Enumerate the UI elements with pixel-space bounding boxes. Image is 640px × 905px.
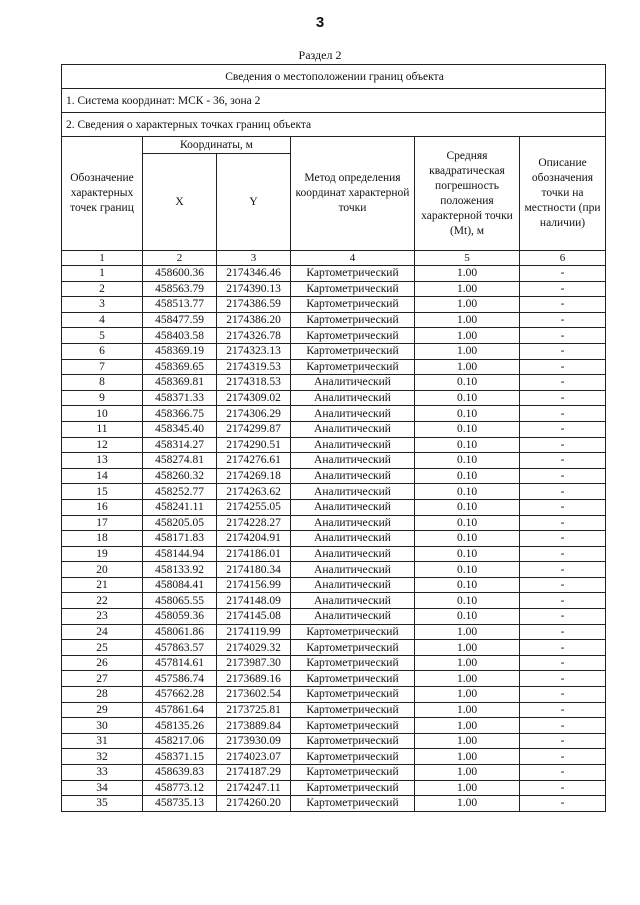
- point-number-cell: 3: [62, 297, 143, 313]
- y-coordinate-cell: 2174306.29: [217, 406, 291, 422]
- description-cell: -: [520, 468, 606, 484]
- x-coordinate-cell: 458144.94: [143, 546, 217, 562]
- error-cell: 0.10: [415, 562, 520, 578]
- description-cell: -: [520, 343, 606, 359]
- boundary-points-table: [61, 64, 606, 812]
- table-row: [62, 328, 606, 344]
- table-body: [62, 266, 606, 812]
- description-cell: -: [520, 796, 606, 812]
- point-number-cell: 2: [62, 281, 143, 297]
- table-row: [62, 593, 606, 609]
- error-cell: 1.00: [415, 624, 520, 640]
- x-coordinate-cell: 458084.41: [143, 577, 217, 593]
- method-cell: Аналитический: [291, 593, 415, 609]
- method-cell: Картометрический: [291, 655, 415, 671]
- description-cell: -: [520, 765, 606, 781]
- method-cell: Аналитический: [291, 531, 415, 547]
- method-cell: Картометрический: [291, 733, 415, 749]
- x-coordinate-cell: 458314.27: [143, 437, 217, 453]
- x-coordinate-cell: 458369.81: [143, 375, 217, 391]
- x-coordinate-cell: 458369.65: [143, 359, 217, 375]
- table-row: [62, 749, 606, 765]
- description-cell: -: [520, 281, 606, 297]
- y-coordinate-cell: 2173725.81: [217, 702, 291, 718]
- error-cell: 0.10: [415, 406, 520, 422]
- point-number-cell: 26: [62, 655, 143, 671]
- table-row: [62, 437, 606, 453]
- y-coordinate-cell: 2174023.07: [217, 749, 291, 765]
- x-coordinate-cell: 458735.13: [143, 796, 217, 812]
- y-coordinate-cell: 2174269.18: [217, 468, 291, 484]
- method-cell: Картометрический: [291, 702, 415, 718]
- point-number-cell: 29: [62, 702, 143, 718]
- column-number: 5: [415, 251, 520, 266]
- x-coordinate-cell: 458639.83: [143, 765, 217, 781]
- point-number-cell: 18: [62, 531, 143, 547]
- coord-system-row: 1. Система координат: МСК - 36, зона 2: [62, 89, 606, 113]
- y-coordinate-cell: 2174326.78: [217, 328, 291, 344]
- x-coordinate-cell: 458403.58: [143, 328, 217, 344]
- point-number-cell: 35: [62, 796, 143, 812]
- point-number-cell: 5: [62, 328, 143, 344]
- description-cell: -: [520, 328, 606, 344]
- y-coordinate-cell: 2174119.99: [217, 624, 291, 640]
- y-coordinate-cell: 2174145.08: [217, 609, 291, 625]
- method-cell: Картометрический: [291, 281, 415, 297]
- error-cell: 0.10: [415, 421, 520, 437]
- table-row: [62, 562, 606, 578]
- description-cell: -: [520, 515, 606, 531]
- x-coordinate-cell: 458260.32: [143, 468, 217, 484]
- method-cell: Картометрический: [291, 749, 415, 765]
- column-number: 6: [520, 251, 606, 266]
- column-number: 4: [291, 251, 415, 266]
- method-cell: Картометрический: [291, 328, 415, 344]
- table-row: [62, 765, 606, 781]
- error-cell: 1.00: [415, 281, 520, 297]
- method-cell: Аналитический: [291, 390, 415, 406]
- description-cell: -: [520, 437, 606, 453]
- description-cell: -: [520, 484, 606, 500]
- point-number-cell: 19: [62, 546, 143, 562]
- error-cell: 1.00: [415, 359, 520, 375]
- error-cell: 0.10: [415, 484, 520, 500]
- error-cell: 1.00: [415, 796, 520, 812]
- point-number-cell: 11: [62, 421, 143, 437]
- header-y: Y: [217, 154, 291, 251]
- point-number-cell: 10: [62, 406, 143, 422]
- description-cell: -: [520, 297, 606, 313]
- y-coordinate-cell: 2174390.13: [217, 281, 291, 297]
- point-number-cell: 34: [62, 780, 143, 796]
- point-number-cell: 9: [62, 390, 143, 406]
- x-coordinate-cell: 458274.81: [143, 453, 217, 469]
- method-cell: Картометрический: [291, 266, 415, 282]
- point-number-cell: 21: [62, 577, 143, 593]
- table-row: [62, 266, 606, 282]
- method-cell: Аналитический: [291, 406, 415, 422]
- point-number-cell: 12: [62, 437, 143, 453]
- error-cell: 0.10: [415, 499, 520, 515]
- point-number-cell: 1: [62, 266, 143, 282]
- method-cell: Картометрический: [291, 718, 415, 734]
- x-coordinate-cell: 458369.19: [143, 343, 217, 359]
- x-coordinate-cell: 458345.40: [143, 421, 217, 437]
- y-coordinate-cell: 2174346.46: [217, 266, 291, 282]
- x-coordinate-cell: 458371.33: [143, 390, 217, 406]
- method-cell: Аналитический: [291, 562, 415, 578]
- y-coordinate-cell: 2174186.01: [217, 546, 291, 562]
- method-cell: Аналитический: [291, 468, 415, 484]
- description-cell: -: [520, 577, 606, 593]
- y-coordinate-cell: 2174323.13: [217, 343, 291, 359]
- error-cell: 0.10: [415, 375, 520, 391]
- method-cell: Картометрический: [291, 297, 415, 313]
- y-coordinate-cell: 2174290.51: [217, 437, 291, 453]
- table-row: [62, 655, 606, 671]
- description-cell: -: [520, 624, 606, 640]
- x-coordinate-cell: 458773.12: [143, 780, 217, 796]
- point-number-cell: 15: [62, 484, 143, 500]
- description-cell: -: [520, 655, 606, 671]
- y-coordinate-cell: 2174204.91: [217, 531, 291, 547]
- table-row: [62, 375, 606, 391]
- method-cell: Аналитический: [291, 546, 415, 562]
- section-label: Раздел 2: [298, 48, 342, 62]
- y-coordinate-cell: 2174255.05: [217, 499, 291, 515]
- error-cell: 0.10: [415, 593, 520, 609]
- table-row: [62, 484, 606, 500]
- y-coordinate-cell: 2173889.84: [217, 718, 291, 734]
- y-coordinate-cell: 2174309.02: [217, 390, 291, 406]
- point-number-cell: 22: [62, 593, 143, 609]
- table-row: [62, 421, 606, 437]
- method-cell: Аналитический: [291, 453, 415, 469]
- y-coordinate-cell: 2174299.87: [217, 421, 291, 437]
- point-number-cell: 6: [62, 343, 143, 359]
- error-cell: 0.10: [415, 609, 520, 625]
- error-cell: 1.00: [415, 687, 520, 703]
- point-number-cell: 16: [62, 499, 143, 515]
- description-cell: -: [520, 453, 606, 469]
- x-coordinate-cell: 458133.92: [143, 562, 217, 578]
- error-cell: 1.00: [415, 765, 520, 781]
- y-coordinate-cell: 2174318.53: [217, 375, 291, 391]
- y-coordinate-cell: 2174319.53: [217, 359, 291, 375]
- method-cell: Картометрический: [291, 671, 415, 687]
- table-row: [62, 733, 606, 749]
- y-coordinate-cell: 2174260.20: [217, 796, 291, 812]
- error-cell: 0.10: [415, 515, 520, 531]
- y-coordinate-cell: 2174148.09: [217, 593, 291, 609]
- header-description: Описание обозначения точки на местности (при наличии): [520, 137, 606, 251]
- table-title: Сведения о местоположении границ объекта: [62, 65, 606, 89]
- description-cell: -: [520, 406, 606, 422]
- y-coordinate-cell: 2173602.54: [217, 687, 291, 703]
- method-cell: Аналитический: [291, 421, 415, 437]
- y-coordinate-cell: 2174180.34: [217, 562, 291, 578]
- x-coordinate-cell: 458371.15: [143, 749, 217, 765]
- error-cell: 1.00: [415, 671, 520, 687]
- table-row: [62, 499, 606, 515]
- error-cell: 1.00: [415, 780, 520, 796]
- error-cell: 0.10: [415, 531, 520, 547]
- table-row: [62, 624, 606, 640]
- x-coordinate-cell: 457814.61: [143, 655, 217, 671]
- x-coordinate-cell: 458241.11: [143, 499, 217, 515]
- table-row: [62, 796, 606, 812]
- y-coordinate-cell: 2173930.09: [217, 733, 291, 749]
- table-row: [62, 718, 606, 734]
- method-cell: Аналитический: [291, 609, 415, 625]
- description-cell: -: [520, 702, 606, 718]
- column-number: 1: [62, 251, 143, 266]
- x-coordinate-cell: 457586.74: [143, 671, 217, 687]
- x-coordinate-cell: 458366.75: [143, 406, 217, 422]
- table-row: [62, 312, 606, 328]
- table-row: [62, 780, 606, 796]
- point-number-cell: 20: [62, 562, 143, 578]
- table-row: [62, 687, 606, 703]
- point-number-cell: 23: [62, 609, 143, 625]
- error-cell: 1.00: [415, 749, 520, 765]
- error-cell: 0.10: [415, 577, 520, 593]
- description-cell: -: [520, 671, 606, 687]
- table-row: [62, 453, 606, 469]
- x-coordinate-cell: 458252.77: [143, 484, 217, 500]
- header-designation: Обозначение характерных точек границ: [62, 137, 143, 251]
- description-cell: -: [520, 640, 606, 656]
- method-cell: Картометрический: [291, 765, 415, 781]
- y-coordinate-cell: 2173987.30: [217, 655, 291, 671]
- point-number-cell: 31: [62, 733, 143, 749]
- point-number-cell: 4: [62, 312, 143, 328]
- header-x: X: [143, 154, 217, 251]
- point-number-cell: 8: [62, 375, 143, 391]
- header-coordinates: Координаты, м: [143, 137, 291, 154]
- method-cell: Картометрический: [291, 624, 415, 640]
- error-cell: 0.10: [415, 468, 520, 484]
- error-cell: 1.00: [415, 266, 520, 282]
- method-cell: Аналитический: [291, 499, 415, 515]
- table-row: [62, 406, 606, 422]
- error-cell: 1.00: [415, 328, 520, 344]
- x-coordinate-cell: 458059.36: [143, 609, 217, 625]
- method-cell: Картометрический: [291, 312, 415, 328]
- description-cell: -: [520, 390, 606, 406]
- method-cell: Картометрический: [291, 343, 415, 359]
- method-cell: Аналитический: [291, 484, 415, 500]
- table-row: [62, 531, 606, 547]
- table-row: [62, 671, 606, 687]
- x-coordinate-cell: 457662.28: [143, 687, 217, 703]
- method-cell: Картометрический: [291, 796, 415, 812]
- error-cell: 1.00: [415, 312, 520, 328]
- x-coordinate-cell: 458171.83: [143, 531, 217, 547]
- x-coordinate-cell: 457861.64: [143, 702, 217, 718]
- x-coordinate-cell: 458477.59: [143, 312, 217, 328]
- y-coordinate-cell: 2174156.99: [217, 577, 291, 593]
- description-cell: -: [520, 546, 606, 562]
- description-cell: -: [520, 687, 606, 703]
- point-number-cell: 27: [62, 671, 143, 687]
- y-coordinate-cell: 2174187.29: [217, 765, 291, 781]
- point-number-cell: 25: [62, 640, 143, 656]
- table-row: [62, 359, 606, 375]
- description-cell: -: [520, 593, 606, 609]
- table-row: [62, 343, 606, 359]
- description-cell: -: [520, 749, 606, 765]
- table-row: [62, 515, 606, 531]
- header-error: Средняя квадратическая погрешность положения характерной точки (Mt), м: [415, 137, 520, 251]
- table-row: [62, 468, 606, 484]
- table-row: [62, 702, 606, 718]
- error-cell: 0.10: [415, 453, 520, 469]
- x-coordinate-cell: 458513.77: [143, 297, 217, 313]
- table-row: [62, 577, 606, 593]
- method-cell: Картометрический: [291, 359, 415, 375]
- description-cell: -: [520, 312, 606, 328]
- description-cell: -: [520, 359, 606, 375]
- point-number-cell: 30: [62, 718, 143, 734]
- description-cell: -: [520, 266, 606, 282]
- y-coordinate-cell: 2173689.16: [217, 671, 291, 687]
- x-coordinate-cell: 458600.36: [143, 266, 217, 282]
- x-coordinate-cell: 458205.05: [143, 515, 217, 531]
- error-cell: 0.10: [415, 437, 520, 453]
- description-cell: -: [520, 780, 606, 796]
- x-coordinate-cell: 458061.86: [143, 624, 217, 640]
- error-cell: 1.00: [415, 655, 520, 671]
- method-cell: Аналитический: [291, 577, 415, 593]
- table-row: [62, 546, 606, 562]
- method-cell: Аналитический: [291, 375, 415, 391]
- method-cell: Картометрический: [291, 640, 415, 656]
- point-number-cell: 13: [62, 453, 143, 469]
- method-cell: Картометрический: [291, 687, 415, 703]
- points-heading-row: 2. Сведения о характерных точках границ объекта: [62, 113, 606, 137]
- y-coordinate-cell: 2174247.11: [217, 780, 291, 796]
- error-cell: 1.00: [415, 343, 520, 359]
- header-method: Метод определения координат характерной точки: [291, 137, 415, 251]
- y-coordinate-cell: 2174263.62: [217, 484, 291, 500]
- method-cell: Аналитический: [291, 437, 415, 453]
- y-coordinate-cell: 2174228.27: [217, 515, 291, 531]
- point-number-cell: 28: [62, 687, 143, 703]
- description-cell: -: [520, 375, 606, 391]
- x-coordinate-cell: 458217.06: [143, 733, 217, 749]
- column-numbers-row: [62, 251, 606, 266]
- point-number-cell: 32: [62, 749, 143, 765]
- y-coordinate-cell: 2174276.61: [217, 453, 291, 469]
- error-cell: 1.00: [415, 702, 520, 718]
- point-number-cell: 17: [62, 515, 143, 531]
- y-coordinate-cell: 2174029.32: [217, 640, 291, 656]
- point-number-cell: 33: [62, 765, 143, 781]
- point-number-cell: 14: [62, 468, 143, 484]
- table-row: [62, 390, 606, 406]
- description-cell: -: [520, 733, 606, 749]
- description-cell: -: [520, 562, 606, 578]
- x-coordinate-cell: 458135.26: [143, 718, 217, 734]
- y-coordinate-cell: 2174386.59: [217, 297, 291, 313]
- table-row: [62, 609, 606, 625]
- page-number: 3: [315, 14, 325, 31]
- point-number-cell: 24: [62, 624, 143, 640]
- error-cell: 1.00: [415, 640, 520, 656]
- description-cell: -: [520, 499, 606, 515]
- table-row: [62, 640, 606, 656]
- column-number: 2: [143, 251, 217, 266]
- column-number: 3: [217, 251, 291, 266]
- description-cell: -: [520, 609, 606, 625]
- error-cell: 1.00: [415, 718, 520, 734]
- description-cell: -: [520, 718, 606, 734]
- y-coordinate-cell: 2174386.20: [217, 312, 291, 328]
- x-coordinate-cell: 457863.57: [143, 640, 217, 656]
- method-cell: Аналитический: [291, 515, 415, 531]
- table-row: [62, 297, 606, 313]
- description-cell: -: [520, 421, 606, 437]
- table-row: [62, 281, 606, 297]
- error-cell: 1.00: [415, 733, 520, 749]
- error-cell: 1.00: [415, 297, 520, 313]
- description-cell: -: [520, 531, 606, 547]
- x-coordinate-cell: 458065.55: [143, 593, 217, 609]
- error-cell: 0.10: [415, 390, 520, 406]
- method-cell: Картометрический: [291, 780, 415, 796]
- point-number-cell: 7: [62, 359, 143, 375]
- error-cell: 0.10: [415, 546, 520, 562]
- x-coordinate-cell: 458563.79: [143, 281, 217, 297]
